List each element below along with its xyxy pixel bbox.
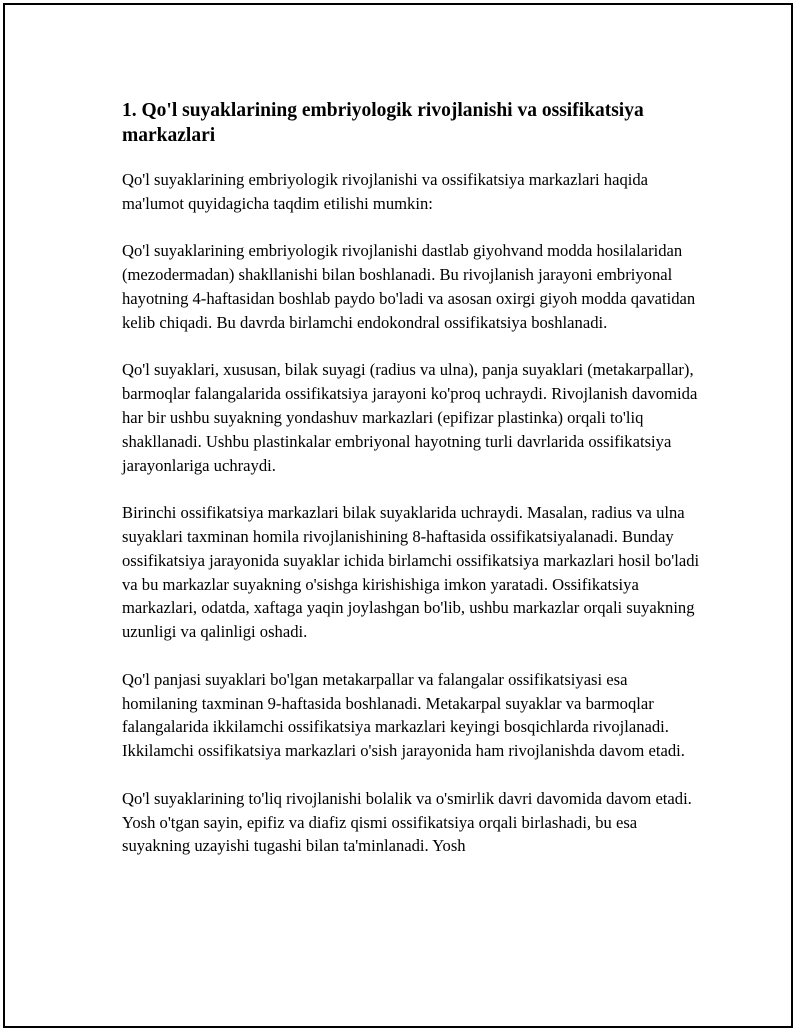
paragraph-primary-ossification: Birinchi ossifikatsiya markazlari bilak suyaklarida uchraydi. Masalan, radius va ulna suyaklari taxminan homila rivojlanishining 8-haftasida ossifikatsiyalanadi. Bunday ossifikatsiya jarayonida suyaklar ichida birlamchi ossifikatsiya markazlari hosil bo'ladi va bu markazlar suyakning o'sishga kirishishiga imkon yaratadi. Ossifikatsiya markazlari, odatda, xaftaga yaqin joylashgan bo'lib, ushbu markazlar orqali suyakning uzunligi va qalinligi oshadi. [122, 503, 700, 642]
paragraph-forearm-hand-bones: Qo'l suyaklari, xususan, bilak suyagi (radius va ulna), panja suyaklari (metakarpallar), barmoqlar falangalarida ossifikatsiya jarayoni ko'proq uchraydi. Rivojlanish davomida har bir ushbu suyakning yondashuv markazlari (epifizar plastinka) orqali to'liq shakllanadi. Ushbu plastinkalar embriyonal hayotning turli davrlarida ossifikatsiya jarayonlariga uchraydi. [122, 360, 698, 475]
paragraph-intro: Qo'l suyaklarining embriyologik rivojlanishi va ossifikatsiya markazlari haqida ma'lumot quyidagicha taqdim etilishi mumkin: [122, 170, 649, 213]
paragraph-metacarpal-phalanges: Qo'l panjasi suyaklari bo'lgan metakarpallar va falangalar ossifikatsiyasi esa homilaning taxminan 9-haftasida boshlanadi. Metakarpal suyaklar va barmoqlar falangalarida ikkilamchi ossifikatsiya markazlari keyingi bosqichlarda rivojlanadi. Ikkilamchi ossifikatsiya markazlari o'sish jarayonida ham rivojlanishda davom etadi. [122, 669, 685, 761]
page-frame [3, 3, 793, 1028]
section-heading: 1. Qo'l suyaklarining embriyologik rivojlanishi va ossifikatsiya markazlari [122, 100, 644, 146]
paragraph-full-development: Qo'l suyaklarining to'liq rivojlanishi bolalik va o'smirlik davri davomida davom etadi. Yosh o'tgan sayin, epifiz va diafiz qismi ossifikatsiya orqali birlashadi, bu esa suyakning uzayishi tugashi bilan ta'minlanadi. Yosh [122, 788, 692, 856]
paragraph-embryology: Qo'l suyaklarining embriyologik rivojlanishi dastlab giyohvand modda hosilalaridan (mezodermadan) shakllanishi bilan boshlanadi. Bu rivojlanish jarayoni embriyonal hayotning 4-haftasidan boshlab paydo bo'ladi va asosan oxirgi giyoh modda qavatidan kelib chiqadi. Bu davrda birlamchi endokondral ossifikatsiya boshlanadi. [122, 241, 696, 332]
document-body [122, 98, 702, 882]
